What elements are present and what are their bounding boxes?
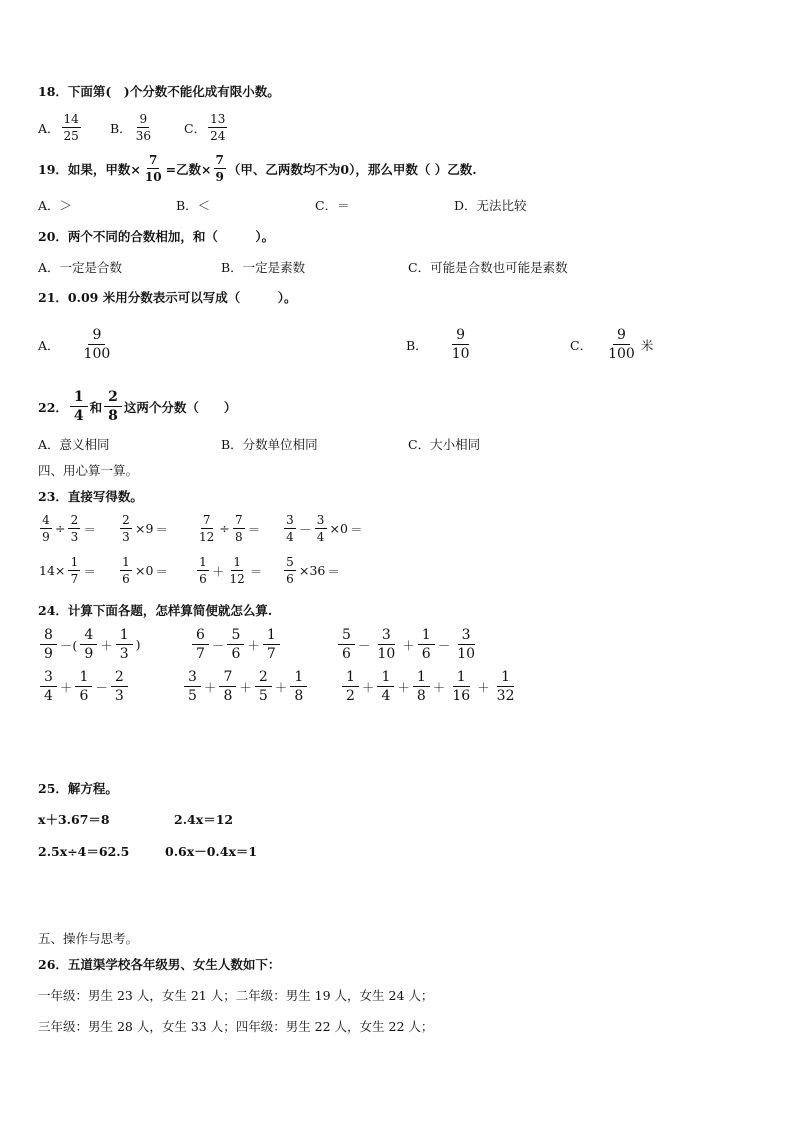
q22-fraction-2: $\frac{2}{8}$ xyxy=(104,390,122,423)
q18-option-a-fraction: $\frac{14}{25}$ xyxy=(63,112,79,143)
q23-stem: 23．直接写得数。 xyxy=(38,489,143,504)
q23-item-4: $\frac{3}{4}$ － $\frac{3}{4}$ ×0 ＝ xyxy=(282,514,363,543)
q23-item-6: $\frac{1}{6}$ ×0 ＝ xyxy=(118,556,169,585)
q25-equation-3: 2.5x÷4＝62.5 xyxy=(38,844,130,859)
q25-equation-4: 0.6x－0.4x＝1 xyxy=(165,844,258,859)
q23-item-3: $\frac{7}{12}$ ÷ $\frac{7}{8}$ ＝ xyxy=(199,513,261,544)
q22-option-b[interactable]: B．分数单位相同 xyxy=(221,437,318,452)
q24-expression-1: $\frac{8}{9}$ －( $\frac{4}{9}$ ＋ $\frac{1}{3}$ ) xyxy=(38,628,142,661)
q18-option-c[interactable] xyxy=(184,113,229,142)
q18-option-b[interactable] xyxy=(110,113,155,142)
q18-option-b-fraction: $\frac{9}{36}$ xyxy=(135,112,151,143)
q24-stem: 24．计算下面各题，怎样算简便就怎么算. xyxy=(38,603,273,618)
q23-item-1: $\frac{4}{9}$ ÷ $\frac{2}{3}$ ＝ xyxy=(38,514,97,543)
q19-option-c[interactable]: C．＝ xyxy=(315,198,350,213)
q24-expression-4: $\frac{3}{4}$ ＋ $\frac{1}{6}$ － $\frac{2}{3}$ xyxy=(38,670,130,703)
q23-item-8: $\frac{5}{6}$ ×36 ＝ xyxy=(282,556,341,585)
q22-fraction-1: $\frac{1}{4}$ xyxy=(70,390,88,423)
q19-stem: 19．如果，甲数× $\frac{7}{10}$ =乙数× $\frac{7}{9}$ （甲、乙两数均不为0），那么甲数（ ）乙数. xyxy=(38,153,477,184)
q19-fraction-2: $\frac{7}{9}$ xyxy=(215,153,224,184)
q24-expression-5: $\frac{3}{5}$ ＋ $\frac{7}{8}$ ＋ $\frac{2}{5}$ ＋ $\frac{1}{8}$ xyxy=(182,670,309,703)
q23-item-5: 14× $\frac{1}{7}$ ＝ xyxy=(39,555,96,586)
q20-option-b[interactable]: B．一定是素数 xyxy=(221,260,306,275)
q18-option-c-label: C． xyxy=(184,120,207,136)
q21-option-a[interactable]: A． $\frac{9}{100}$ xyxy=(38,328,116,361)
q24-expression-6: $\frac{1}{2}$ ＋ $\frac{1}{4}$ ＋ $\frac{1}{8}$ ＋ $\frac{1}{16}$ ＋ $\frac{1}{32}$ xyxy=(340,670,520,703)
section-5-title: 五、操作与思考。 xyxy=(38,931,139,946)
q26-stem: 26．五道渠学校各年级男、女生人数如下： xyxy=(38,957,281,972)
q21-option-c[interactable]: C． $\frac{9}{100}$ 米 xyxy=(570,327,654,362)
q25-stem: 25．解方程。 xyxy=(38,781,118,796)
q21-stem: 21．0.09 米用分数表示可以写成（ ）。 xyxy=(38,290,297,305)
q23-item-2: $\frac{2}{3}$ ×9 ＝ xyxy=(118,514,169,543)
section-4-title: 四、用心算一算。 xyxy=(38,463,139,478)
q25-equation-2: 2.4x＝12 xyxy=(174,812,234,827)
q19-option-b[interactable]: B．＜ xyxy=(176,198,211,213)
q18-option-a-label: A． xyxy=(38,120,60,136)
q22-stem: 22． $\frac{1}{4}$ 和 $\frac{2}{8}$ 这两个分数（ ） xyxy=(38,389,237,424)
q24-expression-2: $\frac{6}{7}$ － $\frac{5}{6}$ ＋ $\frac{1}{7}$ xyxy=(190,628,282,661)
q24-expression-3: $\frac{5}{6}$ － $\frac{3}{10}$ ＋ $\frac{1}{6}$ － $\frac{3}{10}$ xyxy=(336,628,481,661)
q21-option-c-fraction: $\frac{9}{100}$ xyxy=(608,327,635,362)
q26-line-1: 一年级：男生 23 人，女生 21 人；二年级：男生 19 人，女生 24 人； xyxy=(38,988,434,1003)
q25-equation-1: x＋3.67＝8 xyxy=(38,812,110,827)
q20-stem: 20．两个不同的合数相加，和（ ）。 xyxy=(38,229,275,244)
q19-option-d[interactable]: D．无法比较 xyxy=(454,198,527,213)
q18-stem: 18．下面第( )个分数不能化成有限小数。 xyxy=(38,84,280,99)
q19-option-a[interactable]: A．＞ xyxy=(38,198,73,213)
q23-item-7: $\frac{1}{6}$ ＋ $\frac{1}{12}$ ＝ xyxy=(195,556,263,585)
q21-option-a-fraction: $\frac{9}{100}$ xyxy=(83,327,111,362)
q18-option-b-label: B． xyxy=(110,120,132,136)
q20-option-a[interactable]: A．一定是合数 xyxy=(38,260,123,275)
q20-option-c[interactable]: C．可能是合数也可能是素数 xyxy=(408,260,568,275)
q21-option-b[interactable]: B． $\frac{9}{10}$ xyxy=(406,328,476,361)
q22-option-a[interactable]: A．意义相同 xyxy=(38,437,110,452)
q22-option-c[interactable]: C．大小相同 xyxy=(408,437,481,452)
q19-fraction-1: $\frac{7}{10}$ xyxy=(144,153,162,184)
q18-option-c-fraction: $\frac{13}{24}$ xyxy=(210,112,226,143)
q26-line-2: 三年级：男生 28 人，女生 33 人；四年级：男生 22 人，女生 22 人； xyxy=(38,1019,434,1034)
q21-option-b-fraction: $\frac{9}{10}$ xyxy=(451,327,470,362)
q18-option-a[interactable] xyxy=(38,113,83,142)
